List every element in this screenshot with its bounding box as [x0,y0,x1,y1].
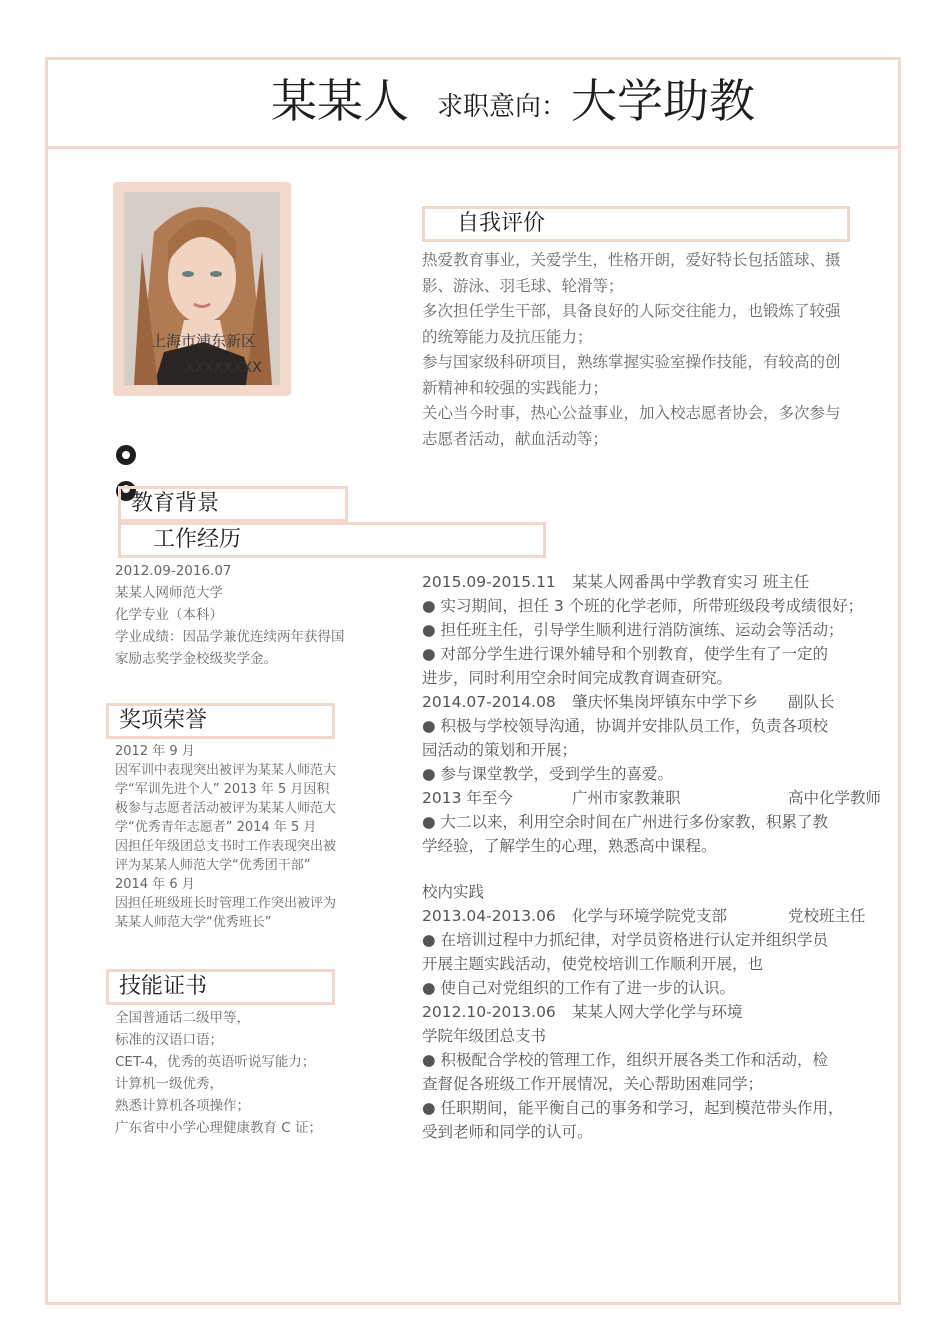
work-entry-field: 党校班主任 [788,907,866,925]
work-entry-field: 肇庆怀集岗坪镇东中学下乡 [572,693,759,711]
work-entry-field: 高中化学教师 [788,789,882,807]
work-entry-line: ● 使自己对党组织的工作有了进一步的认识。 [422,979,735,997]
work-entry-line: 进步，同时利用空余时间完成教育调查研究。 [422,669,733,687]
section-title-work: 工作经历 [118,522,546,558]
candidate-name: 某某人 [271,74,409,128]
profile-photo-frame [113,182,291,396]
resume-header [48,60,898,149]
work-entry-line: 开展主题实践活动，使党校培训工作顺利开展，也 [422,955,764,973]
work-entry-field: 2014.07-2014.08 [422,693,556,711]
work-entry-header [422,570,872,594]
work-entry-field: 2015.09-2015.11 [422,573,556,591]
contact-address: 上海市浦东新区 [151,332,257,350]
work-entry-line: 校内实践 [422,883,485,901]
work-entry-field: 某某人网大学化学与环境 [572,1003,743,1021]
work-entry-header [422,1000,872,1024]
work-entry-line: ● 实习期间，担任 3 个班的化学老师，所带班级段考成绩很好； [422,597,864,615]
job-intent-label: 求职意向： [437,92,568,122]
work-entry-line: 查督促各班级工作开展情况，关心帮助困难同学； [422,1075,764,1093]
contact-phone: XXXXXXXX [185,360,262,376]
work-entry-line: ● 在培训过程中力抓纪律，对学员资格进行认定并组织学员 [422,931,828,949]
skills-details: 全国普通话二级甲等， 标准的汉语口语； CET-4，优秀的英语听说写能力； 计算机一级优秀， 熟悉计算机各项操作； 广东省中小学心理健康教育 C 证； [115,1010,323,1136]
work-entry-line: 受到老师和同学的认可。 [422,1123,593,1141]
section-title-skills: 技能证书 [106,969,335,1005]
work-entry-line: 学经验，了解学生的心理，熟悉高中课程。 [422,837,717,855]
work-entry-line: ● 任职期间，能平衡自己的事务和学习，起到模范带头作用， [422,1099,844,1117]
honors-details: 2012 年 9 月 因军训中表现突出被评为某某人师范大 学“军训先进个人” 2013 年 5 月因积 极参与志愿者活动被评为某某人师范大 学“优秀青年志愿者” 2014 年 5 月 因担任年级团总支书时工作表现突出被 评为某某人师范大学“优秀团干部” 2014 年 6 月 因担任班级班长时管理工作突出被评为 某某人师范大学“优秀班长” [115,744,337,930]
portrait-illustration [124,192,280,385]
work-entry-line: ● 积极配合学校的管理工作，组织开展各类工作和活动，检 [422,1051,828,1069]
section-title-honors: 奖项荣誉 [106,703,335,739]
work-entry-field: 2013 年至今 [422,789,513,807]
work-entry-field: 化学与环境学院党支部 [572,907,728,925]
work-entry-line: ● 大二以来，利用空余时间在广州进行多份家教，积累了教 [422,813,828,831]
work-spacer [422,858,872,880]
work-entry-line: 园活动的策划和开展； [422,741,578,759]
work-entry-header [422,904,872,928]
work-entry-line: ● 参与课堂教学，受到学生的喜爱。 [422,765,673,783]
work-entry-field: 广州市家教兼职 [572,789,681,807]
work-entry-line: ● 对部分学生进行课外辅导和个别教育，使学生有了一定的 [422,645,828,663]
work-entry-line: ● 担任班主任，引导学生顺利进行消防演练、运动会等活动； [422,621,844,639]
education-details: 2012.09-2016.07 某某人网师范大学 化学专业（本科） 学业成绩：因品学兼优连续两年获得国 家励志奖学金校级奖学金。 [115,563,345,667]
self-eval-text: 热爱教育事业，关爱学生，性格开朗，爱好特长包括篮球、摄 影、游泳、羽毛球、轮滑等； 多次担任学生干部，具备良好的人际交往能力，也锻炼了较强 的统筹能力及抗压能力； 参与国家级科研项目，熟练掌握实验室操作技能，有较高的创 新精神和较强的实践能力； 关心当今时事，热心公益事业，加入校志愿者协会，多次参与 志愿者活动，献血活动等； [422,251,841,448]
section-title-self-eval: 自我评价 [422,206,850,242]
section-title-education: 教育背景 [118,486,348,522]
work-entry-header [422,786,882,810]
work-entry-field: 副队长 [788,693,835,711]
work-entry-field: 某某人网番禺中学教育实习 班主任 [572,573,810,591]
work-entry-line: ● 积极与学校领导沟通，协调并安排队员工作，负责各项校 [422,717,828,735]
work-entry-field: 2012.10-2013.06 [422,1003,556,1021]
work-experience-list [422,570,882,1144]
location-icon [116,445,136,465]
work-entry-field: 2013.04-2013.06 [422,907,556,925]
work-entry-header [422,690,872,714]
work-entry-line: 学院年级团总支书 [422,1027,547,1045]
job-intent-value: 大学助教 [571,74,755,128]
profile-photo [124,192,280,385]
